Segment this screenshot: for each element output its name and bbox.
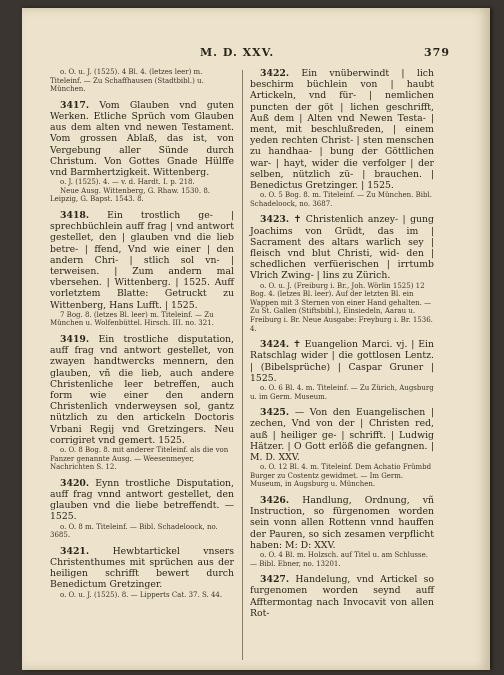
entry-number: 3427. [260, 574, 290, 586]
entry-text [250, 574, 434, 619]
entry-body: Handlung, Ordnung, vñ Instruction, so fürgenomen worden sein vonn allen Rottenn vnnd hauffen der Pauren, so sich zesamen verpflicht haben: M: D: XXV. [250, 495, 434, 551]
entry-text [250, 407, 434, 463]
entry-body: Eynn trostliche Disputation, auff frag vnnd antwort gestellet, den glauben vnd die liebe betreffendt. — 1525. [50, 477, 234, 523]
column-divider [242, 70, 243, 660]
page-number: 379 [424, 46, 450, 59]
catalog-entry [250, 495, 434, 568]
catalog-entry [50, 478, 234, 540]
entry-number: 3421. [60, 545, 90, 557]
entry-bibliographic-note: o. O. u. J. (Freiburg i. Br., Joh. Wörlin 1525) 12 Bog. 4. (letzes Bl. leer). Auf der letzten Bl. ein Wappen mit 3 Sternen von einer Hand gehalten. — Zu St. Gallen (Stiftsbibl.), Einsiedeln, Aarau u. Freiburg i. Br. Neue Ausgabe: Freyburg i. Br. 1536. 4. [250, 281, 433, 333]
left-column [50, 68, 234, 605]
entry-body: Ein trostlich ge- | sprechbüchlein auff frag | vnd antwort gestellet, den | glauben vnd die lieb betre- | ffend, Vnd wie einer | den andern Chri- | stlich sol vn- | terweisen. | Zum andern mal vbersehen. | Wittenberg. | 1525. Auff vorletztem Blatte: Getruckt zu Wittenberg, Hans Lufft. | 1525. [50, 209, 234, 311]
entry-number: 3419. [60, 334, 90, 345]
entry-text [50, 334, 234, 446]
catalog-entry [250, 407, 434, 489]
entry-body: ✝ Christenlich anzey- | gung Joachims von Grüdt, das im | Sacrament des altars warlich sey | fleisch vnd blut Christi, wid- den | schedlichen verfüerischen | irrtumb Vlrich Zwing- | lins zu Zürich. [250, 214, 434, 282]
catalog-entry [50, 210, 234, 328]
entry-text [50, 210, 234, 311]
header-year: M. D. XXV. [200, 46, 275, 59]
entry-number: 3424. [260, 339, 290, 351]
entry-body: Vom Glauben vnd guten Werken. Etliche Sprüch vom Glauben aus dem alten vnd newen Testament. Vom grossen Ablaß, das ist, von Vergebung aller Sünde durch Christum. Von Gottes Gnade Hülffe vnd Barmhertzigkeit. Wittenberg. [50, 99, 234, 178]
entry-number: 3425. [260, 407, 290, 419]
entry-number: 3426. [260, 495, 290, 506]
entry-body: Hewbtartickel vnsers Christenthumes mit sprüchen aus der heiligen schrifft bewert durch Benedictum Gretzinger. [50, 545, 234, 591]
entry-number: 3422. [260, 68, 290, 79]
right-column [250, 68, 434, 625]
catalog-entry [250, 339, 434, 401]
entry-number: 3417. [60, 99, 90, 111]
entry-number: 3420. [60, 477, 90, 489]
entry-body: Ein trostliche disputation, auff frag vnd antwort gestellet, von zwayen handtwercks mennern, den glauben, vñ die lieb, auch andere Christenliche leer betreffen, auch form wie einer den andern Christenlich vnderweysen sol, gantz nützlich zu den artickeln Doctoris Vrbani Regij vnd Gretzingers. Neu corrigiret vnd gemert. 1525. [50, 334, 234, 446]
catalog-entry [250, 68, 434, 208]
entry-bibliographic-note: o. O. 6 Bl. 4. m. Titeleinf. — Zu Zürich, Augsburg u. im Germ. Museum. [250, 384, 434, 401]
entry-bibliographic-note: o. O. 4 Bl. m. Holzsch. auf Titel u. am Schlusse. — Bibl. Ebner, no. 13201. [250, 551, 428, 568]
entry-text [50, 100, 234, 178]
entry-bibliographic-note: o. J. (1525). 4. — v. d. Hardt. I. p. 218. [60, 178, 195, 187]
entry-text [50, 478, 234, 523]
entry-text [250, 495, 434, 551]
entry-bibliographic-note: o. O. 12 Bl. 4. m. Titeleinf. Dem Achatio Frümbd Burger zu Costentz gewidmet. — Im Germ. Museum, in Augsburg u. München. [250, 463, 432, 489]
catalog-entry [50, 546, 234, 599]
catalog-entry [50, 68, 234, 94]
catalog-entry [250, 574, 434, 619]
book-page [22, 8, 490, 670]
entry-body: Ein vnüberwindt | lich beschirm büchlein von | haubt Artickeln, vnd für- | nemlichen puncten der göt | lichen geschrifft, Auß dem | Alten vnd Newen Testa- | ment, mit beschlußreden, | einem yeden rechten Christ- | sten menschen zu handhaa- | bung der Göttlichen war- | hayt, wider die verfolger | der selben, nützlich zü- | brauchen. | Benedictus Gretzinger. | 1525. [250, 68, 434, 192]
entry-number: 3423. [260, 214, 290, 226]
entry-bibliographic-note: o. O. u. J. (1525). 4 Bl. 4. (letzes leer) m. Titeleinf. — Zu Schaffhausen (Stadtbibl.) u. München. [50, 68, 204, 94]
catalog-entry [250, 214, 434, 333]
entry-number: 3418. [60, 209, 90, 221]
entry-bibliographic-note: o. O. 5 Bog. 8. m. Titeleinf. — Zu München. Bibl. Schadeloock, no. 3687. [250, 191, 432, 208]
entry-bibliographic-note: o. O. 8 m. Titeleinf. — Bibl. Schadeloock, no. 3685. [50, 522, 218, 540]
entry-body: — Von den Euangelischen | zechen, Vnd von der | Christen red, auß | heiliger ge- | schrifft. | Ludwig Hätzer. | O Gott erlöß die gefangnen. | M. D. XXV. [250, 407, 434, 464]
running-header [22, 46, 490, 62]
entry-bibliographic-note: o. O. 8 Bog. 8. mit anderer Titeleinf. als die von Panzer genannte Ausg. — Weesenmeyer, Nachrichten S. 12. [50, 446, 229, 472]
entry-text [50, 546, 234, 591]
entry-bibliographic-note: o. O. u. J. (1525). 8. — Lipperts Cat. 37. S. 44. [60, 590, 223, 599]
entry-text [250, 68, 434, 191]
entry-body: Handelung, vnd Artickel so furgenomen worden seynd auff Afftermontag nach Invocavit von allen Rot- [250, 574, 434, 619]
entry-text [250, 214, 434, 281]
entry-bibliographic-note: 7 Bog. 8. (letzes Bl. leer) m. Titeleinf. — Zu München u. Wolfenbüttel. Hirsch. III. no. 321. [50, 310, 214, 328]
catalog-entry [50, 100, 234, 204]
catalog-entry [50, 334, 234, 472]
entry-bibliographic-note: Neue Ausg. Wittenberg, G. Rhaw. 1530. 8. Leipzig, G. Bapst. 1543. 8. [50, 186, 211, 204]
entry-body: ✝ Euangelion Marci. vj. | Ein Ratschlag wider | die gottlosen Lentz. | (Bibelsprüche) | Caspar Gruner | 1525. [250, 339, 434, 384]
entry-text [250, 339, 434, 384]
